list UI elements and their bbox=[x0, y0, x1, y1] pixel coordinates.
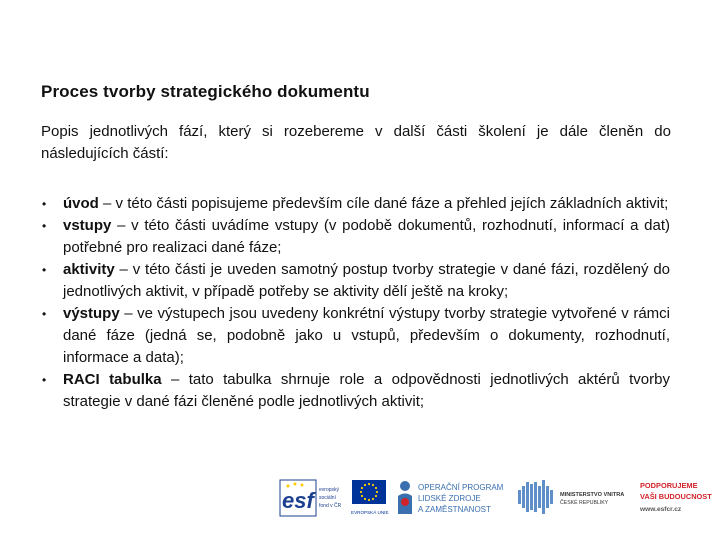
list-item-term: aktivity bbox=[63, 261, 115, 278]
svg-text:OPERAČNÍ PROGRAM: OPERAČNÍ PROGRAM bbox=[418, 483, 504, 492]
list-item-term: RACI tabulka bbox=[63, 371, 162, 388]
intro-paragraph: Popis jednotlivých fází, který si rozebereme v další části školení je dále členěn do následujících částí: bbox=[41, 123, 671, 162]
list-item-text: – v této části popisujeme především cíle dané fáze a přehled jejích základních aktivit; bbox=[98, 195, 669, 212]
list-item-term: výstupy bbox=[63, 305, 120, 322]
bullet-icon: • bbox=[42, 263, 47, 277]
list-item bbox=[40, 369, 670, 413]
svg-text:VAŠI BUDOUCNOST: VAŠI BUDOUCNOST bbox=[640, 492, 712, 501]
list-item bbox=[40, 215, 670, 259]
svg-text:sociální: sociální bbox=[319, 495, 336, 501]
funding-logos-strip bbox=[278, 476, 718, 522]
list-item-term: vstupy bbox=[63, 217, 112, 234]
esf-logo bbox=[278, 476, 344, 520]
list-item-text: – ve výstupech jsou uvedeny konkrétní výstupy tvorby strategie vytvořené v rámci dané fáze (jedná se, podobně jako u vstupů, především o dokumenty, rozhodnutí, informace a data); bbox=[63, 305, 670, 366]
svg-text:ČESKÉ REPUBLIKY: ČESKÉ REPUBLIKY bbox=[560, 500, 609, 506]
list-item-text: – v této části uvádíme vstupy (v podobě dokumentů, rozhodnutí, informací a dat) potřebné pro realizaci dané fáze; bbox=[63, 217, 670, 256]
list-item bbox=[40, 259, 670, 303]
list-item-term: úvod bbox=[63, 195, 99, 212]
bullet-icon: • bbox=[42, 373, 47, 387]
svg-text:www.esfcr.cz: www.esfcr.cz bbox=[640, 506, 682, 513]
slide-title: Proces tvorby strategického dokumentu bbox=[41, 82, 370, 101]
svg-text:EVROPSKÁ UNIE: EVROPSKÁ UNIE bbox=[351, 510, 389, 515]
eu-flag-logo bbox=[350, 476, 390, 520]
ministry-logo bbox=[516, 476, 634, 520]
list-item bbox=[40, 303, 670, 369]
bullet-icon: • bbox=[42, 197, 47, 211]
bullet-icon: • bbox=[42, 307, 47, 321]
bullet-icon: • bbox=[42, 219, 47, 233]
svg-text:fond v ČR: fond v ČR bbox=[319, 503, 342, 509]
esf-mark: esf bbox=[282, 488, 314, 513]
ministry-emblem-icon bbox=[518, 480, 553, 514]
svg-text:LIDSKÉ ZDROJE: LIDSKÉ ZDROJE bbox=[418, 494, 481, 503]
svg-text:evropský: evropský bbox=[319, 487, 340, 493]
list-item-text: – tato tabulka shrnuje role a odpovědnosti jednotlivých aktérů tvorby strategie v dané fázi členěné podle jednotlivých aktivit; bbox=[63, 371, 670, 410]
op-lzz-logo bbox=[394, 476, 512, 520]
svg-text:MINISTERSTVO VNITRA: MINISTERSTVO VNITRA bbox=[560, 492, 625, 498]
list-item-text: – v této části je uveden samotný postup tvorby strategie v dané fázi, rozdělený do jednotlivých aktivit, v případě potřeby se aktivity dělí ještě na kroky; bbox=[63, 261, 670, 300]
support-logo bbox=[638, 476, 718, 520]
svg-text:PODPORUJEME: PODPORUJEME bbox=[640, 481, 698, 490]
svg-text:A ZAMĚSTNANOST: A ZAMĚSTNANOST bbox=[418, 505, 491, 514]
list-item bbox=[40, 193, 670, 215]
phase-parts-list bbox=[40, 193, 670, 413]
